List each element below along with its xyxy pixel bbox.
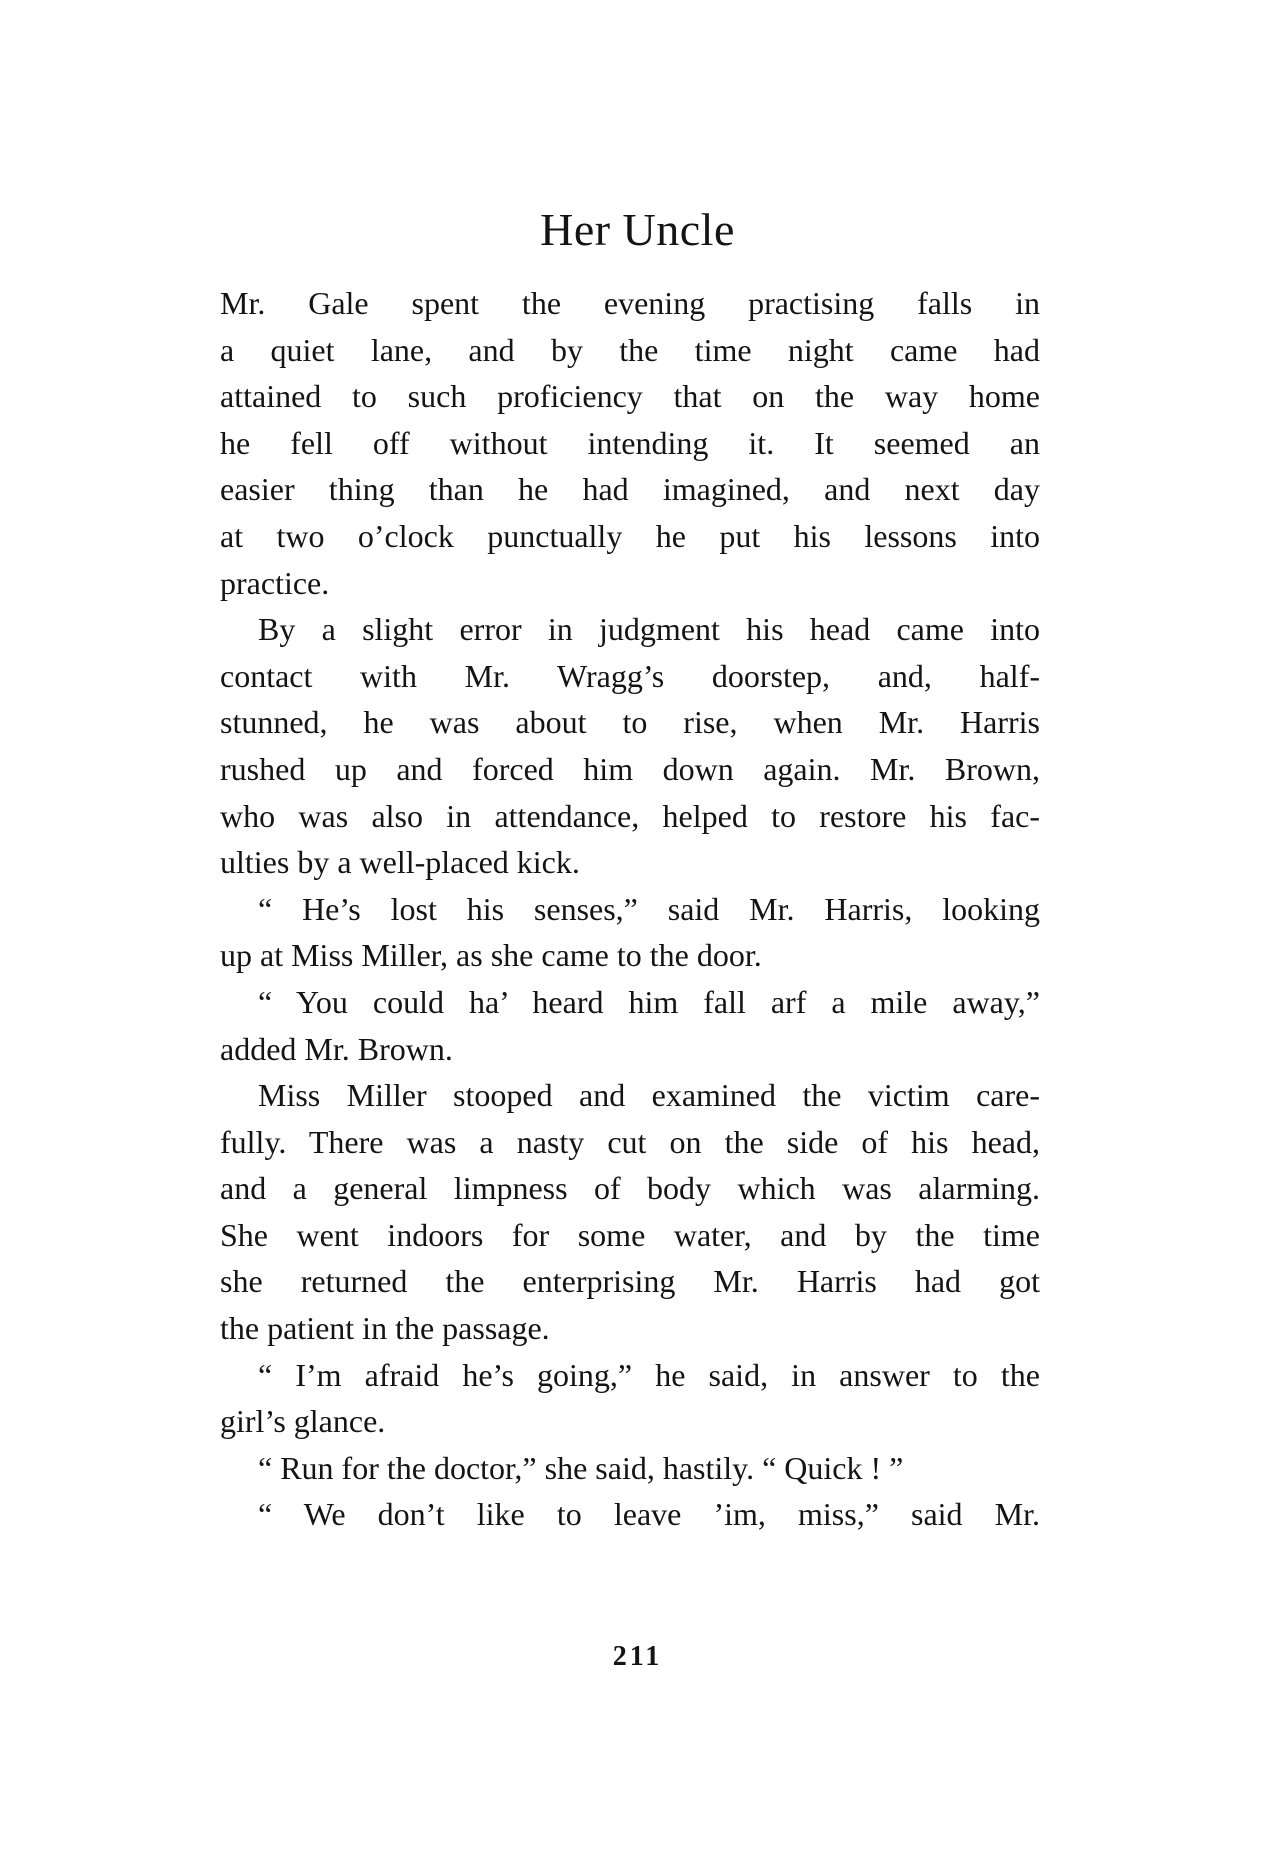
- text-line: practice.: [220, 564, 330, 601]
- text-line: she returned the enterprising Mr. Harris had got: [220, 1263, 1040, 1300]
- text-line: attained to such proficiency that on the way home: [220, 378, 1040, 415]
- text-line: “ You could ha’ heard him fall arf a mile away,”: [258, 983, 1040, 1020]
- text-line: rushed up and forced him down again. Mr. Brown,: [220, 750, 1040, 787]
- text-line: Mr. Gale spent the evening practising falls in: [220, 285, 1040, 321]
- page-number: 211: [612, 1641, 663, 1672]
- text-line: who was also in attendance, helped to restore his fac-: [220, 797, 1040, 834]
- text-line: “ Run for the doctor,” she said, hastily. “ Quick ! ”: [258, 1449, 904, 1486]
- text-line: She went indoors for some water, and by the time: [220, 1216, 1040, 1253]
- text-line: contact with Mr. Wragg’s doorstep, and, half-: [220, 657, 1040, 694]
- text-line: added Mr. Brown.: [220, 1030, 453, 1067]
- body-text: [220, 280, 1040, 1538]
- text-line: “ He’s lost his senses,” said Mr. Harris, looking: [258, 890, 1040, 927]
- text-line: “ We don’t like to leave ’im, miss,” said Mr.: [258, 1496, 1040, 1533]
- text-line: fully. There was a nasty cut on the side of his head,: [220, 1123, 1040, 1160]
- text-line: easier thing than he had imagined, and next day: [220, 471, 1040, 508]
- text-line: a quiet lane, and by the time night came had: [220, 331, 1040, 368]
- text-line: he fell off without intending it. It seemed an: [220, 424, 1040, 461]
- text-line: stunned, he was about to rise, when Mr. Harris: [220, 704, 1040, 741]
- text-line: ulties by a well-placed kick.: [220, 844, 580, 881]
- text-line: and a general limpness of body which was alarming.: [220, 1170, 1040, 1207]
- text-line: at two o’clock punctually he put his lessons into: [220, 517, 1040, 554]
- text-line: the patient in the passage.: [220, 1310, 550, 1347]
- text-line: “ I’m afraid he’s going,” he said, in answer to the: [258, 1356, 1040, 1393]
- text-line: By a slight error in judgment his head came into: [258, 611, 1040, 648]
- running-title: Her Uncle: [540, 204, 735, 255]
- text-line: girl’s glance.: [220, 1403, 386, 1440]
- text-line: up at Miss Miller, as she came to the door.: [220, 937, 762, 974]
- text-line: Miss Miller stooped and examined the victim care-: [258, 1077, 1040, 1114]
